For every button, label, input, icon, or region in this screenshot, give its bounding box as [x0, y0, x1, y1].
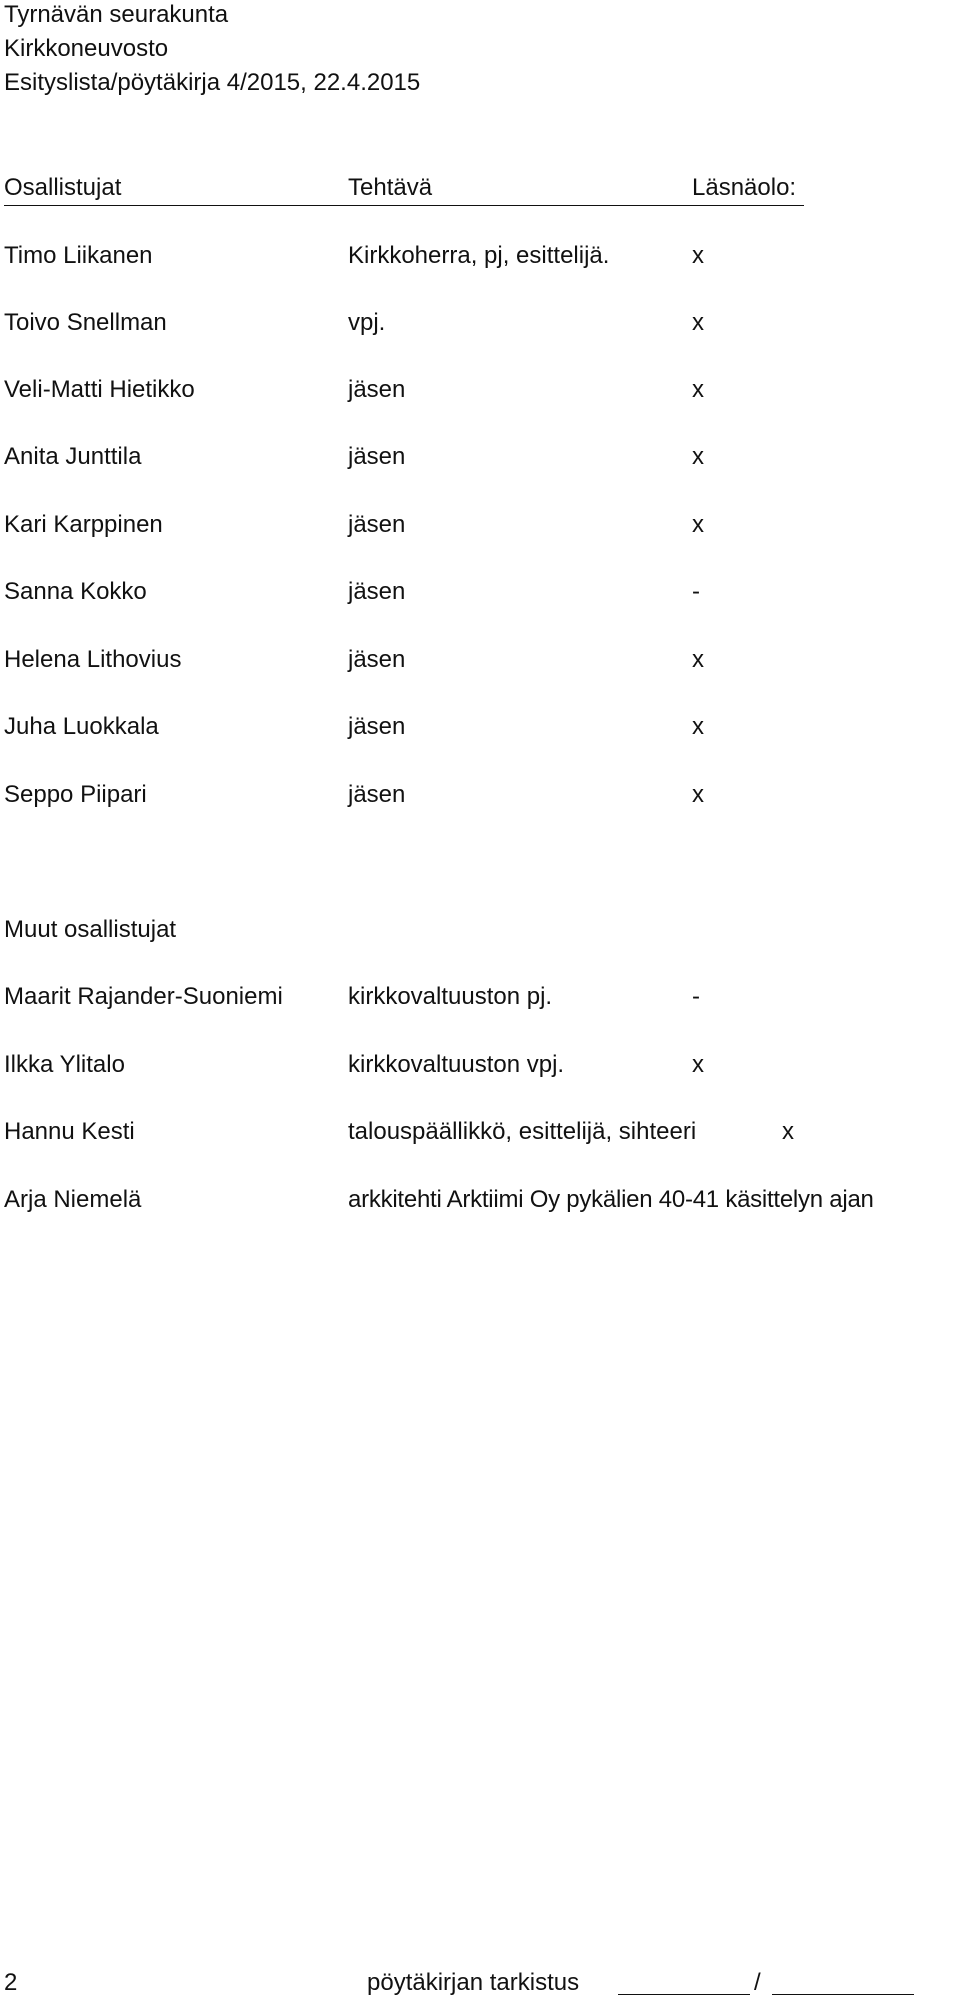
participant-attendance: x	[692, 713, 704, 740]
participant-attendance: x	[692, 646, 704, 673]
other-participant-attendance: -	[692, 983, 700, 1010]
participant-role: Kirkkoherra, pj, esittelijä.	[348, 242, 610, 269]
column-header-role: Tehtävä	[348, 174, 433, 201]
participant-attendance: x	[692, 309, 704, 336]
other-participant-name: Maarit Rajander-Suoniemi	[4, 983, 283, 1010]
participant-attendance: x	[692, 242, 704, 269]
other-participant-name: Ilkka Ylitalo	[4, 1051, 125, 1078]
column-header-attendance: Läsnäolo:	[692, 174, 797, 201]
participant-row	[0, 645, 960, 677]
other-participant-name: Hannu Kesti	[4, 1118, 135, 1145]
page-number: 2	[4, 1969, 18, 1996]
participant-row	[0, 442, 960, 474]
other-participant-row	[0, 982, 960, 1014]
participant-name: Seppo Piipari	[4, 781, 147, 808]
other-participant-role: arkkitehti Arktiimi Oy pykälien 40-41 käsittelyn ajan	[348, 1186, 874, 1213]
other-participants-title: Muut osallistujat	[4, 916, 177, 943]
participant-row	[0, 780, 960, 812]
participant-role: jäsen	[348, 646, 406, 673]
participant-name: Anita Junttila	[4, 443, 142, 470]
participant-role: jäsen	[348, 578, 406, 605]
participant-row	[0, 510, 960, 542]
participant-row	[0, 241, 960, 273]
other-participant-role: kirkkovaltuuston pj.	[348, 983, 553, 1010]
signature-separator: /	[754, 1969, 761, 1996]
participant-attendance: x	[692, 376, 704, 403]
board-name: Kirkkoneuvosto	[4, 35, 169, 62]
participant-role: jäsen	[348, 376, 406, 403]
participant-attendance: x	[692, 781, 704, 808]
other-participant-row	[0, 1050, 960, 1082]
participant-name: Sanna Kokko	[4, 578, 147, 605]
document-title: Esityslista/pöytäkirja 4/2015, 22.4.2015	[4, 69, 421, 96]
other-participant-role: kirkkovaltuuston vpj.	[348, 1051, 565, 1078]
signature-line-2	[772, 1994, 914, 1995]
participant-name: Kari Karppinen	[4, 511, 163, 538]
participant-row	[0, 375, 960, 407]
other-participant-row	[0, 1117, 960, 1149]
participant-name: Toivo Snellman	[4, 309, 167, 336]
participant-row	[0, 577, 960, 609]
other-participant-attendance: x	[692, 1051, 704, 1078]
participant-attendance: x	[692, 511, 704, 538]
column-header-participants: Osallistujat	[4, 174, 122, 201]
participant-role: jäsen	[348, 781, 406, 808]
participant-attendance: x	[692, 443, 704, 470]
participant-name: Helena Lithovius	[4, 646, 182, 673]
participant-row	[0, 308, 960, 340]
other-participant-role: talouspäällikkö, esittelijä, sihteeri	[348, 1118, 697, 1145]
other-participant-name: Arja Niemelä	[4, 1186, 142, 1213]
participant-role: jäsen	[348, 713, 406, 740]
participant-row	[0, 712, 960, 744]
participants-table-header	[4, 173, 804, 206]
participant-role: jäsen	[348, 511, 406, 538]
participant-name: Veli-Matti Hietikko	[4, 376, 195, 403]
other-participant-row	[0, 1185, 960, 1217]
page-footer	[0, 1968, 960, 1998]
review-label: pöytäkirjan tarkistus	[367, 1969, 580, 1996]
participant-name: Timo Liikanen	[4, 242, 153, 269]
other-participant-attendance: x	[782, 1118, 794, 1145]
participant-role: vpj.	[348, 309, 386, 336]
participant-name: Juha Luokkala	[4, 713, 159, 740]
organization-name: Tyrnävän seurakunta	[4, 1, 229, 28]
participant-role: jäsen	[348, 443, 406, 470]
signature-line-1	[618, 1994, 750, 1995]
participant-attendance: -	[692, 578, 700, 605]
